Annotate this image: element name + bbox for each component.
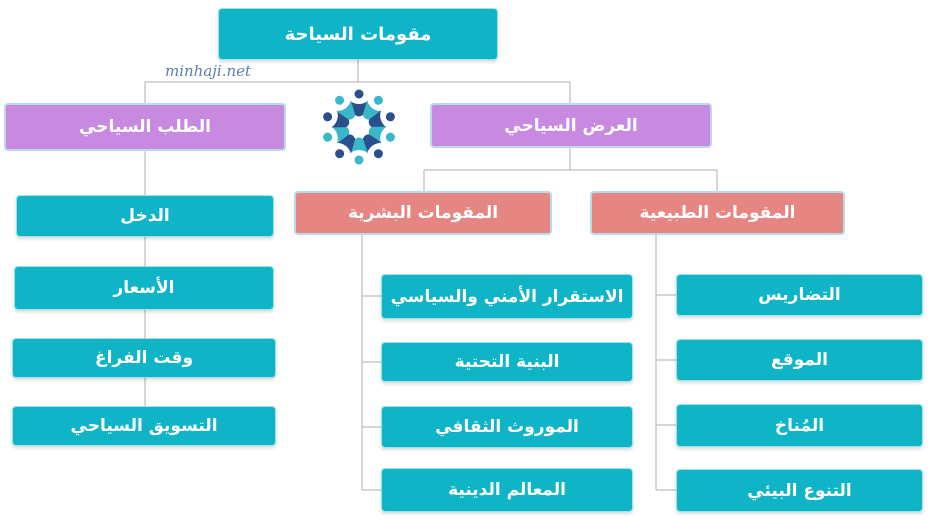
node-human-item: المعالم الدينية — [381, 468, 633, 512]
node-natural-factors: المقومات الطبيعية — [590, 191, 845, 235]
node-root: مقومات السياحة — [218, 8, 498, 60]
node-demand-item: وقت الفراغ — [12, 338, 276, 378]
node-demand: الطلب السياحي — [4, 103, 286, 151]
node-natural-item: التضاريس — [676, 274, 923, 316]
people-circle-icon — [318, 86, 400, 168]
node-demand-item: التسويق السياحي — [12, 406, 276, 446]
watermark-text: minhaji.net — [165, 62, 252, 80]
node-natural-item: المُناخ — [676, 404, 923, 447]
node-natural-item: الموقع — [676, 339, 923, 381]
node-human-item: الموروث الثقافي — [381, 406, 633, 448]
node-human-factors: المقومات البشرية — [294, 191, 552, 235]
node-demand-item: الأسعار — [14, 266, 274, 310]
node-natural-item: التنوع البيئي — [676, 469, 923, 512]
node-demand-item: الدخل — [16, 195, 274, 237]
node-human-item: البنية التحتية — [381, 342, 633, 382]
node-human-item: الاستقرار الأمني والسياسي — [381, 274, 633, 319]
node-supply: العرض السياحي — [430, 103, 712, 148]
